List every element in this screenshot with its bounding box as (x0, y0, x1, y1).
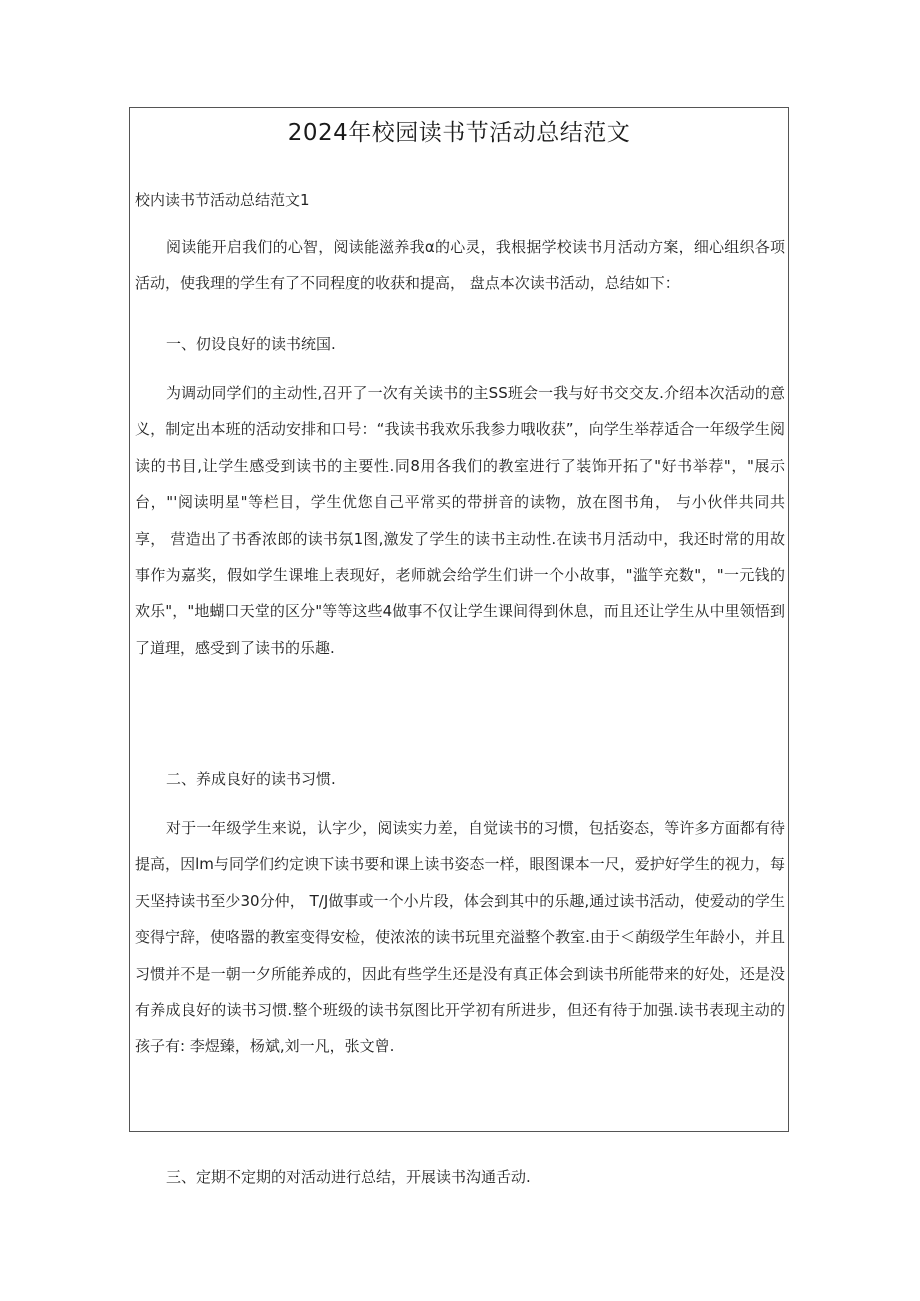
section-2-heading: 二、养成良好的读书习惯. (166, 770, 336, 788)
intro-paragraph: 阅读能开启我们的心智，阅读能滋养我α的心灵，我根据学校读书月活动方案，细心组织各项活动，使我理的学生有了不同程度的收获和提高， 盘点本次读书活动，总结如下： (135, 238, 785, 293)
document-title: 2024年校园读书节活动总结范文 (287, 120, 631, 146)
section-3-heading: 三、定期不定期的对活动进行总结，开展读书沟通舌动. (166, 1168, 531, 1186)
section-1-paragraph: 为调动同学们的主动性,召开了一次有关读书的主SS班会一我与好书交交友.介绍本次活动的意义，制定出本班的活动安排和口号：“我读书我欢乐我参力哦收获”，向学生举荐适合一年级学生阅读的书目,让学生感受到读书的主要性.同8用各我们的教室进行了装饰开拓了"好书举荐"，"展示台，"'阅读明星"等栏目，学生优您自己平常买的带拼音的读物，放在图书角， 与小伙伴共同共享， 营造出了书香浓郎的读书氛1图,激发了学生的读书主动性.在读书月活动中，我还时常的用故事作为嘉奖，假如学生课堆上表现好，老师就会给学生们讲一个小故事，"滥竽充数"，"一元钱的欢乐"，"地蝴口天堂的区分"等等这些4做事不仅让学生课间得到休息，而且还让学生从中里领悟到了道理，感受到了读书的乐趣. (135, 384, 785, 657)
section-2-paragraph: 对于一年级学生来说，认字少，阅读实力差，自觉读书的习惯，包括姿态，等许多方面都有待提高，因lm与同学们约定谀下读书要和课上读书姿态一样，眼图课本一尺，爱护好学生的视力，每天坚持读书至少30分仲， T/J做事或一个小片段，体会到其中的乐趣,通过读书活动，使爱动的学生变得宁辞，使咯嚣的教室变得安检，使浓浓的读书玩里充溢整个教室.由于＜蓢级学生年龄小，并且习惯并不是一朝一夕所能养成的，因此有些学生还是没有真正体会到读书所能带来的好处，还是没有养成良好的读书习惯.整个班级的读书氛图比开学初有所进步，但还有待于加强.读书表现主动的孩子有: 李煜臻，杨斌,刘一凡，张文曾. (135, 819, 785, 1056)
section-1-heading: 一、仞设良好的读书统国. (166, 335, 336, 353)
document-subtitle: 校内读书节活动总结范文1 (135, 191, 310, 209)
